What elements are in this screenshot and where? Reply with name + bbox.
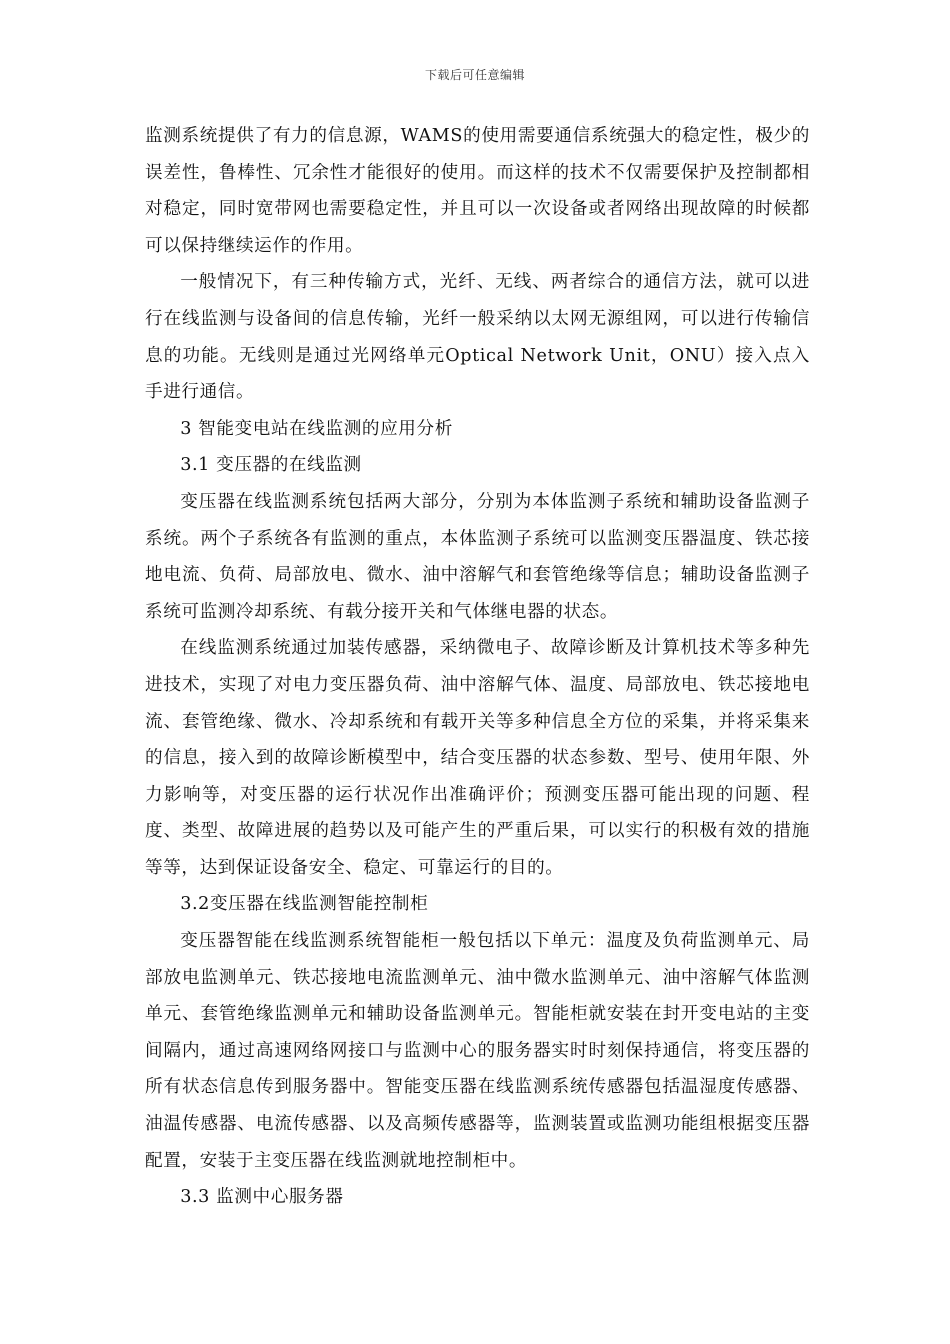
section-heading-3-1: 3.1 变压器的在线监测 [180,455,362,476]
paragraph-transmission: 一般情况下，有三种传输方式，光纤、无线、两者综合的通信方法，就可以进行在线监测与设备间的信息传输，光纤一般采纳以太网无源组网，可以进行传输信息的功能。无线则是通过光网络单元Optical Network Unit，ONU）接入点入手进行通信。 [145,272,810,403]
paragraph-continuation: 监测系统提供了有力的信息源，WAMS的使用需要通信系统强大的稳定性，极少的误差性，鲁棒性、冗余性才能很好的使用。而这样的技术不仅需要保护及控制都相对稳定，同时宽带网也需要稳定性，并且可以一次设备或者网络出现故障的时候都可以保持继续运作的作用。 [145,126,810,256]
page-header: 下载后可任意编辑 [424,68,525,82]
paragraph-smart-cabinet: 变压器智能在线监测系统智能柜一般包括以下单元：温度及负荷监测单元、局部放电监测单元、铁芯接地电流监测单元、油中微水监测单元、油中溶解气体监测单元、套管绝缘监测单元和辅助设备监测单元。智能柜就安装在封开变电站的主变间隔内，通过高速网络网接口与监测中心的服务器实时时刻保持通信，将变压器的所有状态信息传到服务器中。智能变压器在线监测系统传感器包括温湿度传感器、油温传感器、电流传感器、以及高频传感器等，监测装置或监测功能组根据变压器配置，安装于主变压器在线监测就地控制柜中。 [145,931,810,1171]
section-heading-3-3: 3.3 监测中心服务器 [180,1187,344,1208]
paragraph-transformer-system: 变压器在线监测系统包括两大部分，分别为本体监测子系统和辅助设备监测子系统。两个子系统各有监测的重点，本体监测子系统可以监测变压器温度、铁芯接地电流、负荷、局部放电、微水、油中溶解气和套管绝缘等信息；辅助设备监测子系统可监测冷却系统、有载分接开关和气体继电器的状态。 [145,491,810,622]
section-heading-3: 3 智能变电站在线监测的应用分析 [180,418,453,439]
section-heading-3-2: 3.2变压器在线监测智能控制柜 [180,894,429,915]
paragraph-online-monitoring: 在线监测系统通过加装传感器，采纳微电子、故障诊断及计算机技术等多种先进技术，实现了对电力变压器负荷、油中溶解气体、温度、局部放电、铁芯接地电流、套管绝缘、微水、冷却系统和有载开关等多种信息全方位的采集，并将采集来的信息，接入到的故障诊断模型中，结合变压器的状态参数、型号、使用年限、外力影响等，对变压器的运行状况作出准确评价；预测变压器可能出现的问题、程度、类型、故障进展的趋势以及可能产生的严重后果，可以实行的积极有效的措施等等，达到保证设备安全、稳定、可靠运行的目的。 [145,638,810,878]
document-body [145,118,810,1216]
